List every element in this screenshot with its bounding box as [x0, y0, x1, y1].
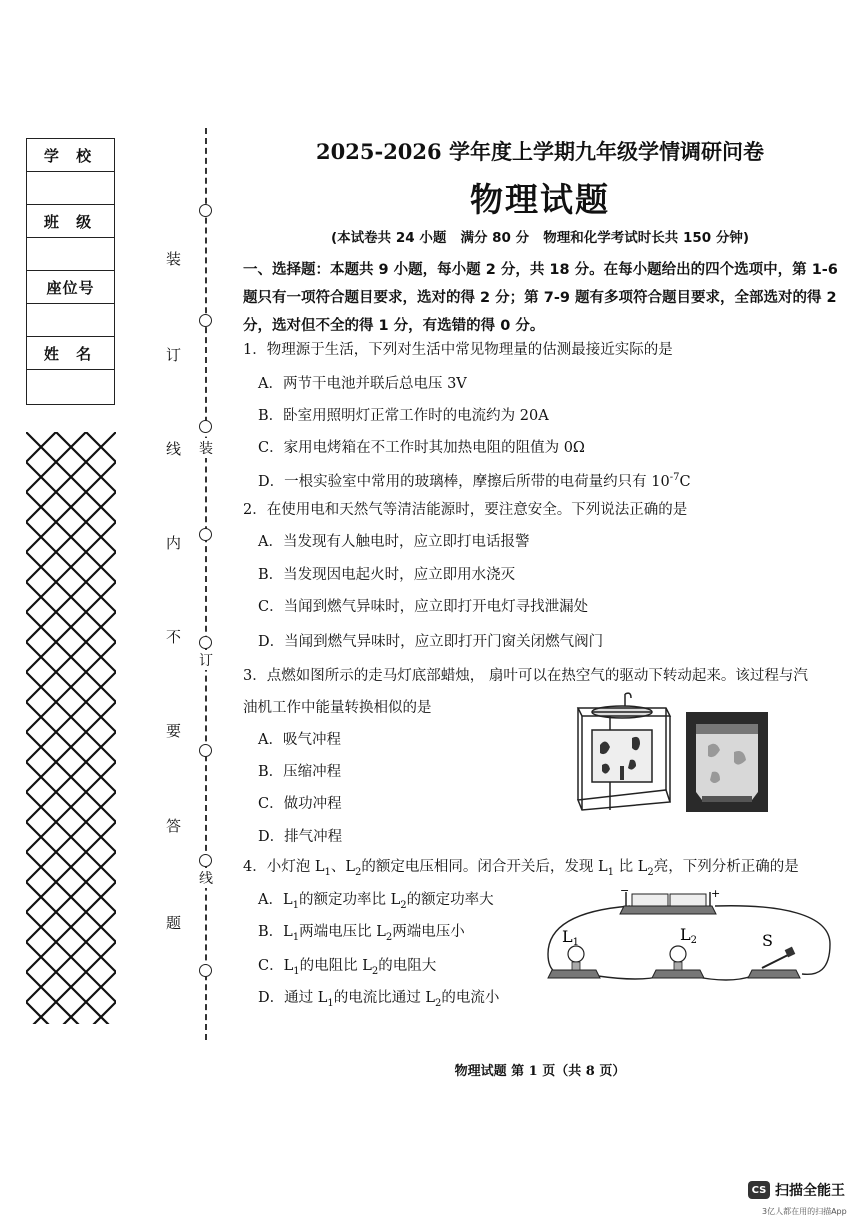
l1-label: L1 — [562, 927, 579, 948]
student-info-table — [26, 138, 115, 405]
question-2-option-d: D．当闻到燃气异味时，应立即打开门窗关闭燃气阀门 — [258, 634, 604, 650]
question-4-option-d: D．通过 $L_1$的电流比通过 $L_2$的电流小 — [258, 990, 500, 1009]
binding-hole — [199, 528, 212, 541]
binding-hole — [199, 314, 212, 327]
binding-char: 要 — [166, 722, 182, 740]
question-1-option-a: A．两节干电池并联后总电压 3V — [258, 376, 467, 392]
question-2-stem: 2．在使用电和天然气等清洁能源时，要注意安全。下列说法正确的是 — [243, 502, 688, 518]
binding-hole — [199, 204, 212, 217]
watermark-name: 扫描全能王 — [775, 1183, 845, 1199]
question-3-stem-line2: 油机工作中能量转换相似的是 — [243, 700, 432, 716]
l2-label: L2 — [680, 925, 697, 946]
battery-minus: − — [620, 884, 630, 897]
question-2-option-c: C．当闻到燃气异味时，应立即打开电灯寻找泄漏处 — [258, 599, 589, 615]
circuit-figure — [540, 884, 835, 994]
binding-char: 题 — [166, 914, 182, 932]
question-3-option-b: B．压缩冲程 — [258, 764, 342, 780]
school-field[interactable] — [27, 172, 114, 205]
exam-info: (本试卷共 24 小题 满分 80 分 物理和化学考试时长共 150 分钟) — [331, 230, 749, 246]
exam-title: 2025-2026 学年度上学期九年级学情调研问卷 — [316, 139, 764, 164]
seat-label: 座位号 — [27, 271, 114, 304]
name-field[interactable] — [27, 370, 114, 404]
battery-plus: + — [711, 887, 721, 900]
binding-line — [205, 128, 207, 1040]
question-4-option-a: A．$L_1$的额定功率比 $L_2$的额定功率大 — [258, 892, 494, 911]
question-3-option-d: D．排气冲程 — [258, 829, 343, 845]
subject-title: 物理试题 — [470, 180, 610, 219]
binding-char: 装 — [166, 250, 182, 268]
question-3-option-a: A．吸气冲程 — [258, 732, 341, 748]
seat-field[interactable] — [27, 304, 114, 337]
binding-char: 答 — [166, 817, 182, 835]
question-3-stem-line1: 3．点燃如图所示的走马灯底部蜡烛， 扇叶可以在热空气的驱动下转动起来。该过程与汽 — [243, 668, 808, 684]
bulb-l2-icon — [652, 946, 704, 978]
watermark-tagline: 3亿人都在用的扫描App — [762, 1207, 847, 1216]
class-field[interactable] — [27, 238, 114, 271]
binding-hole — [199, 420, 212, 433]
binding-hole — [199, 744, 212, 757]
camscanner-logo-icon: CS — [748, 1181, 770, 1199]
binding-char: 内 — [166, 534, 182, 552]
question-1-option-c: C．家用电烤箱在不工作时其加热电阻的阻值为 0Ω — [258, 440, 585, 456]
class-label: 班 级 — [27, 205, 114, 238]
battery-icon — [620, 892, 716, 914]
switch-icon — [748, 947, 800, 978]
question-4-option-b: B．$L_1$两端电压比 $L_2$两端电压小 — [258, 924, 465, 943]
binding-line-char: 订 — [199, 650, 213, 670]
name-label: 姓 名 — [27, 337, 114, 370]
binding-char: 订 — [166, 346, 182, 364]
bulb-l1-icon — [548, 946, 600, 978]
question-2-option-b: B．当发现因电起火时，应立即用水浇灭 — [258, 567, 516, 583]
question-3-option-c: C．做功冲程 — [258, 796, 342, 812]
lantern-frame-figure — [570, 690, 675, 818]
scanner-watermark — [748, 1180, 845, 1200]
binding-char: 线 — [166, 440, 182, 458]
question-1-option-d: D．一根实验室中常用的玻璃棒，摩擦后所带的电荷量约只有 $10^{-7}C$ — [258, 472, 691, 490]
lantern-photo-figure — [686, 712, 768, 812]
binding-hole — [199, 636, 212, 649]
section-intro: 一、选择题：本题共 9 小题，每小题 2 分，共 18 分。在每小题给出的四个选项中，第 1-6 题只有一项符合题目要求，选对的得 2 分；第 7-9 题有多项符合题目要求，全部选对的得 2 分，选对但不全的得 1 分，有选错的得 0 分。 — [243, 262, 838, 334]
binding-hole — [199, 854, 212, 867]
page-footer: 物理试题 第 1 页（共 8 页） — [454, 1064, 626, 1079]
switch-label: S — [762, 931, 773, 950]
school-label: 学 校 — [27, 139, 114, 172]
binding-line-char: 装 — [199, 438, 213, 458]
question-2-option-a: A．当发现有人触电时，应立即打电话报警 — [258, 534, 530, 550]
lattice-pattern — [26, 432, 116, 1024]
binding-char: 不 — [166, 628, 182, 646]
binding-line-char: 线 — [199, 868, 213, 888]
question-1-stem: 1．物理源于生活，下列对生活中常见物理量的估测最接近实际的是 — [243, 342, 673, 358]
binding-hole — [199, 964, 212, 977]
question-4-option-c: C．$L_1$的电阻比 $L_2$的电阻大 — [258, 958, 437, 977]
question-1-option-b: B．卧室用照明灯正常工作时的电流约为 20A — [258, 408, 549, 424]
question-4-stem: 4．小灯泡 $L_1$、$L_2$的额定电压相同。闭合开关后，发现 $L_1$ 比 $L_2$亮，下列分析正确的是 — [243, 859, 799, 878]
